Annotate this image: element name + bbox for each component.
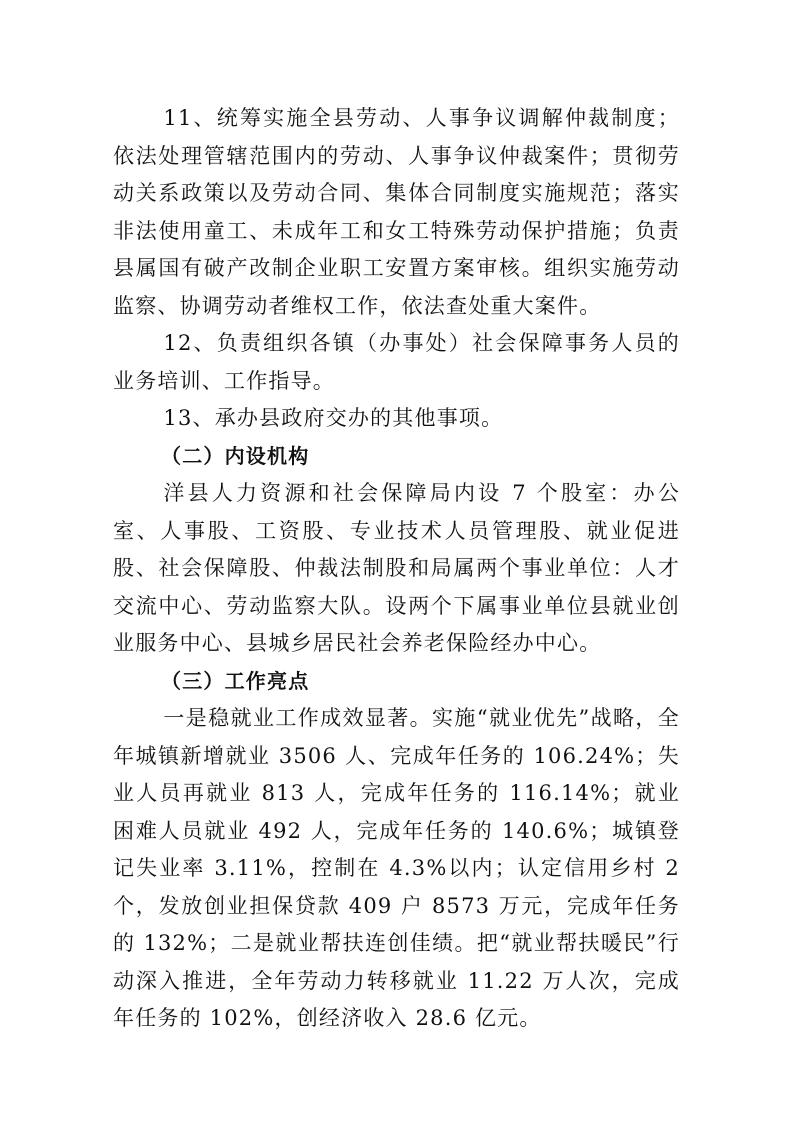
paragraph-item-12: 12、负责组织各镇（办事处）社会保障事务人员的业务培训、工作指导。 xyxy=(113,331,680,393)
document-body xyxy=(113,100,680,1038)
paragraph-item-11: 11、统筹实施全县劳动、人事争议调解仲裁制度；依法处理管辖范围内的劳动、人事争议仲裁案件；贯彻劳动关系政策以及劳动合同、集体合同制度实施规范；落实非法使用童工、未成年工和女工特殊劳动保护措施；负责县属国有破产改制企业职工安置方案审核。组织实施劳动监察、协调劳动者维权工作，依法查处重大案件。 xyxy=(113,106,680,318)
paragraph-item-13: 13、承办县政府交办的其他事项。 xyxy=(163,406,504,430)
section-heading-internal-institutions: （二）内设机构 xyxy=(161,443,310,468)
section-heading-work-highlights: （三）工作亮点 xyxy=(161,668,310,693)
paragraph-work-highlights: 一是稳就业工作成效显著。实施“就业优先”战略，全年城镇新增就业 3506 人、完成年任务的 106.24%；失业人员再就业 813 人，完成年任务的 116.14%；就业困难人员就业 492 人，完成年任务的 140.6%；城镇登记失业率 3.11%，控制在 4.3%以内；认定信用乡村 2 个，发放创业担保贷款 409 户 8573 万元，完成年任务的 132%；二是就业帮扶连创佳绩。把“就业帮扶暖民”行动深入推进，全年劳动力转移就业 11.22 万人次，完成年任务的 102%，创经济收入 28.6 亿元。 xyxy=(113,706,680,1030)
paragraph-internal-institutions: 洋县人力资源和社会保障局内设 7 个股室：办公室、人事股、工资股、专业技术人员管理股、就业促进股、社会保障股、仲裁法制股和局属两个事业单位：人才交流中心、劳动监察大队。设两个下属事业单位县就业创业服务中心、县城乡居民社会养老保险经办中心。 xyxy=(113,481,680,655)
